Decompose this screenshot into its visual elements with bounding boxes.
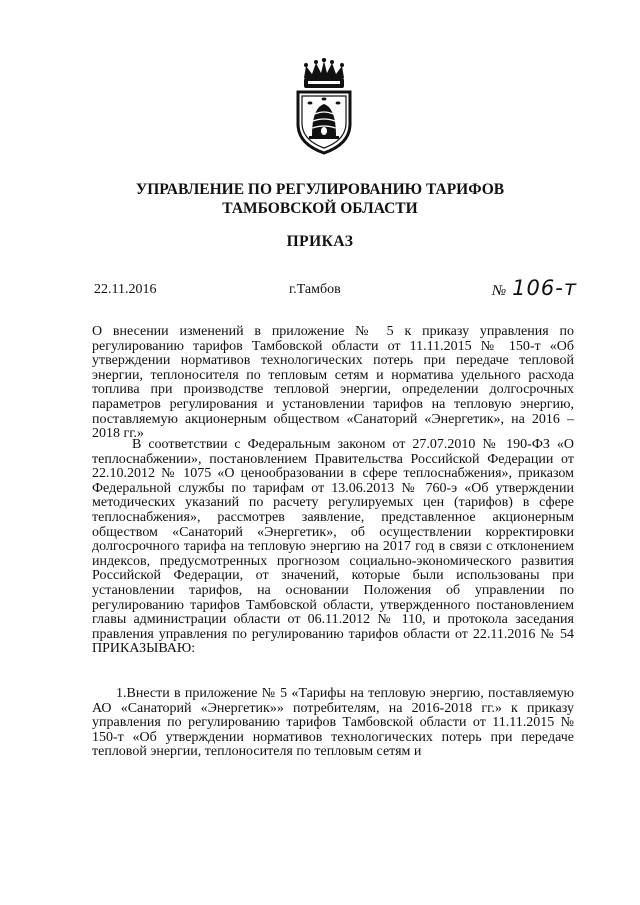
org-line-1: УПРАВЛЕНИЕ ПО РЕГУЛИРОВАНИЮ ТАРИФОВ bbox=[135, 181, 505, 198]
org-line-2: ТАМБОВСКОЙ ОБЛАСТИ bbox=[222, 200, 418, 217]
number-sign: № bbox=[492, 283, 507, 299]
preamble-paragraph: В соответствии с Федеральным законом от 27.07.2010 № 190-ФЗ «О теплоснабжении», постановлением Правительства Российской Федерации от 22.10.2012 № 1075 «О ценообразовании в сфере теплоснабжения», приказом Федеральной службы по тарифам от 13.06.2013 № 760-э «Об утверждении методических указаний по расчету регулируемых цен (тарифов) в сфере теплоснабжения», рассмотрев заявление, представленное акционерным обществом «Санаторий «Энергетик», об осуществлении корректировки долгосрочного тарифа на тепловую энергию на 2017 год в связи с отклонением индексов, предусмотренных прогнозом социально-экономического развития Российской Федерации, от значений, которые были использованы при установлении тарифов, на основании Положения об управлении по регулированию тарифов Тамбовской области, утвержденного постановлением главы администрации области от 06.11.2012 № 110, и протокола заседания правления управления по регулированию тарифов области от 22.11.2016 № 54 ПРИКАЗЫВАЮ: bbox=[92, 437, 574, 657]
document-date: 22.11.2016 bbox=[94, 282, 157, 297]
document-type: ПРИКАЗ bbox=[286, 233, 354, 250]
document-number bbox=[492, 276, 577, 300]
order-item-1: 1.Внести в приложение № 5 «Тарифы на тепловую энергию, поставляемую АО «Санаторий «Энергетик»» потребителям, на 2016-2018 гг.» к приказу управления по регулированию тарифов Тамбовской области от 11.11.2015 № 150-т «Об утверждении нормативов технологических потерь при передаче тепловой энергии, теплоносителя по тепловым сетям и bbox=[92, 686, 574, 760]
document-city: г.Тамбов bbox=[289, 282, 341, 297]
order-subject: О внесении изменений в приложение № 5 к приказу управления по регулированию тарифов Тамбовской области от 11.11.2015 № 150-т «Об утверждении нормативов технологических потерь при передаче тепловой энергии, теплоносителя по тепловым сетям и норматива удельного расхода топлива при производстве тепловой энергии, определении долгосрочных параметров регулирования и установлении тарифов на тепловую энергию, поставляемую акционерным обществом «Санаторий «Энергетик», на 2016 – 2018 гг.» bbox=[92, 324, 574, 442]
tambov-coat-of-arms-icon bbox=[292, 58, 356, 156]
handwritten-number: 106-т bbox=[512, 276, 578, 300]
organization-name bbox=[100, 180, 540, 218]
